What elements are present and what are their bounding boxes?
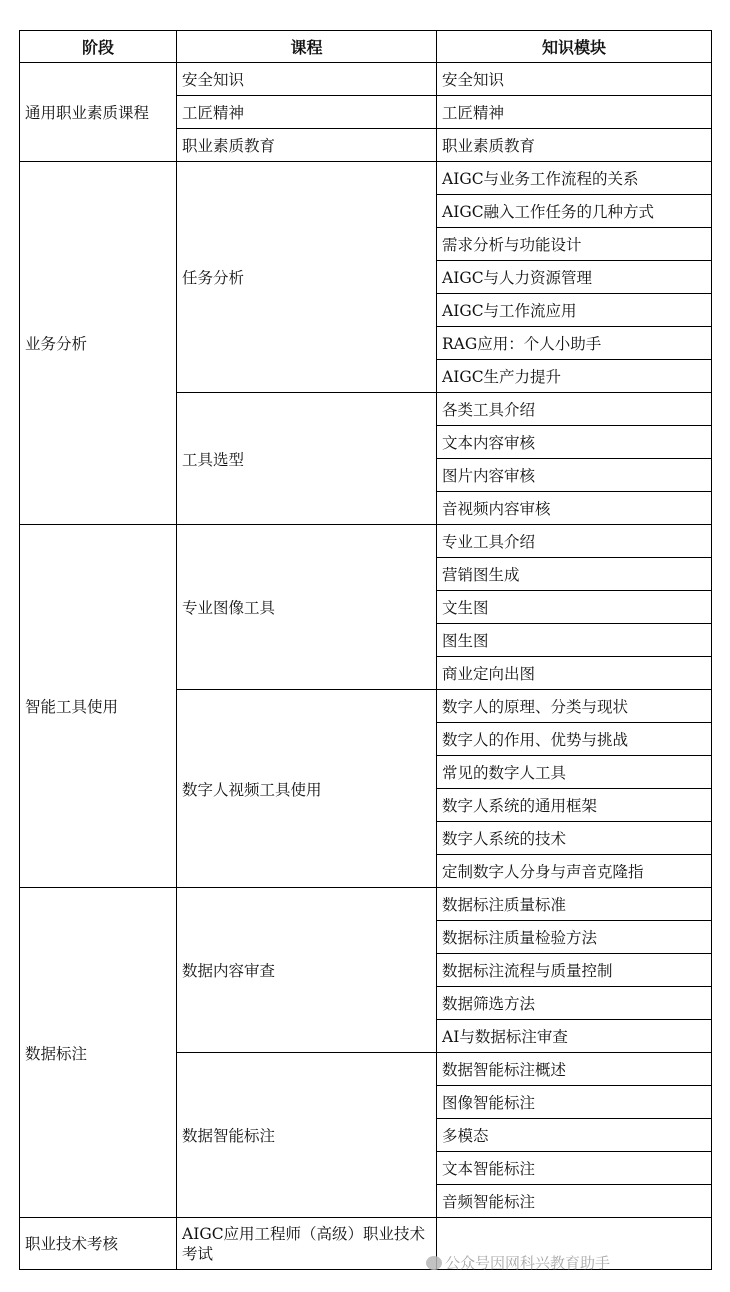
module-cell: 数据标注质量标准 — [437, 888, 712, 921]
watermark-text: 公众号因网科兴教育助手 — [445, 1254, 611, 1272]
module-cell: 营销图生成 — [437, 558, 712, 591]
module-cell: 数据筛选方法 — [437, 987, 712, 1020]
stage-cell: 智能工具使用 — [20, 525, 177, 888]
module-cell: 数据标注流程与质量控制 — [437, 954, 712, 987]
module-cell: AIGC融入工作任务的几种方式 — [437, 195, 712, 228]
module-cell: 安全知识 — [437, 63, 712, 96]
course-cell: 工匠精神 — [177, 96, 437, 129]
stage-cell: 业务分析 — [20, 162, 177, 525]
stage-cell: 数据标注 — [20, 888, 177, 1218]
module-cell: 文生图 — [437, 591, 712, 624]
module-cell: 多模态 — [437, 1119, 712, 1152]
module-cell: AIGC与工作流应用 — [437, 294, 712, 327]
module-cell: 数字人的原理、分类与现状 — [437, 690, 712, 723]
module-cell: 数据标注质量检验方法 — [437, 921, 712, 954]
watermark — [426, 1252, 610, 1273]
module-cell: 音视频内容审核 — [437, 492, 712, 525]
course-cell: 数字人视频工具使用 — [177, 690, 437, 888]
course-cell: 数据智能标注 — [177, 1053, 437, 1218]
module-cell: 专业工具介绍 — [437, 525, 712, 558]
header-module: 知识模块 — [437, 31, 712, 63]
module-cell: 图片内容审核 — [437, 459, 712, 492]
header-course: 课程 — [177, 31, 437, 63]
table-row — [20, 888, 712, 921]
module-cell: 各类工具介绍 — [437, 393, 712, 426]
module-cell: 音频智能标注 — [437, 1185, 712, 1218]
course-cell: 安全知识 — [177, 63, 437, 96]
module-cell: AIGC与业务工作流程的关系 — [437, 162, 712, 195]
stage-cell: 通用职业素质课程 — [20, 63, 177, 162]
module-cell: 图像智能标注 — [437, 1086, 712, 1119]
table-row — [20, 162, 712, 195]
module-cell: 数据智能标注概述 — [437, 1053, 712, 1086]
module-cell: 数字人系统的技术 — [437, 822, 712, 855]
stage-cell: 职业技术考核 — [20, 1218, 177, 1270]
module-cell: 数字人系统的通用框架 — [437, 789, 712, 822]
module-cell: 文本智能标注 — [437, 1152, 712, 1185]
module-cell: AIGC生产力提升 — [437, 360, 712, 393]
module-cell: 需求分析与功能设计 — [437, 228, 712, 261]
module-cell: 图生图 — [437, 624, 712, 657]
module-cell: AI与数据标注审查 — [437, 1020, 712, 1053]
module-cell: 数字人的作用、优势与挑战 — [437, 723, 712, 756]
module-cell: 定制数字人分身与声音克隆指 — [437, 855, 712, 888]
course-cell: 任务分析 — [177, 162, 437, 393]
wechat-icon — [426, 1256, 442, 1270]
module-cell: 文本内容审核 — [437, 426, 712, 459]
module-cell: RAG应用：个人小助手 — [437, 327, 712, 360]
table-row — [20, 525, 712, 558]
course-cell: 工具选型 — [177, 393, 437, 525]
header-row — [20, 31, 712, 63]
course-cell: 数据内容审查 — [177, 888, 437, 1053]
course-cell: 职业素质教育 — [177, 129, 437, 162]
course-cell: AIGC应用工程师（高级）职业技术考试 — [177, 1218, 437, 1270]
module-cell: 工匠精神 — [437, 96, 712, 129]
module-cell: AIGC与人力资源管理 — [437, 261, 712, 294]
course-cell: 专业图像工具 — [177, 525, 437, 690]
module-cell: 职业素质教育 — [437, 129, 712, 162]
module-cell: 商业定向出图 — [437, 657, 712, 690]
curriculum-table — [19, 30, 712, 1270]
table-row — [20, 63, 712, 96]
header-stage: 阶段 — [20, 31, 177, 63]
module-cell: 常见的数字人工具 — [437, 756, 712, 789]
